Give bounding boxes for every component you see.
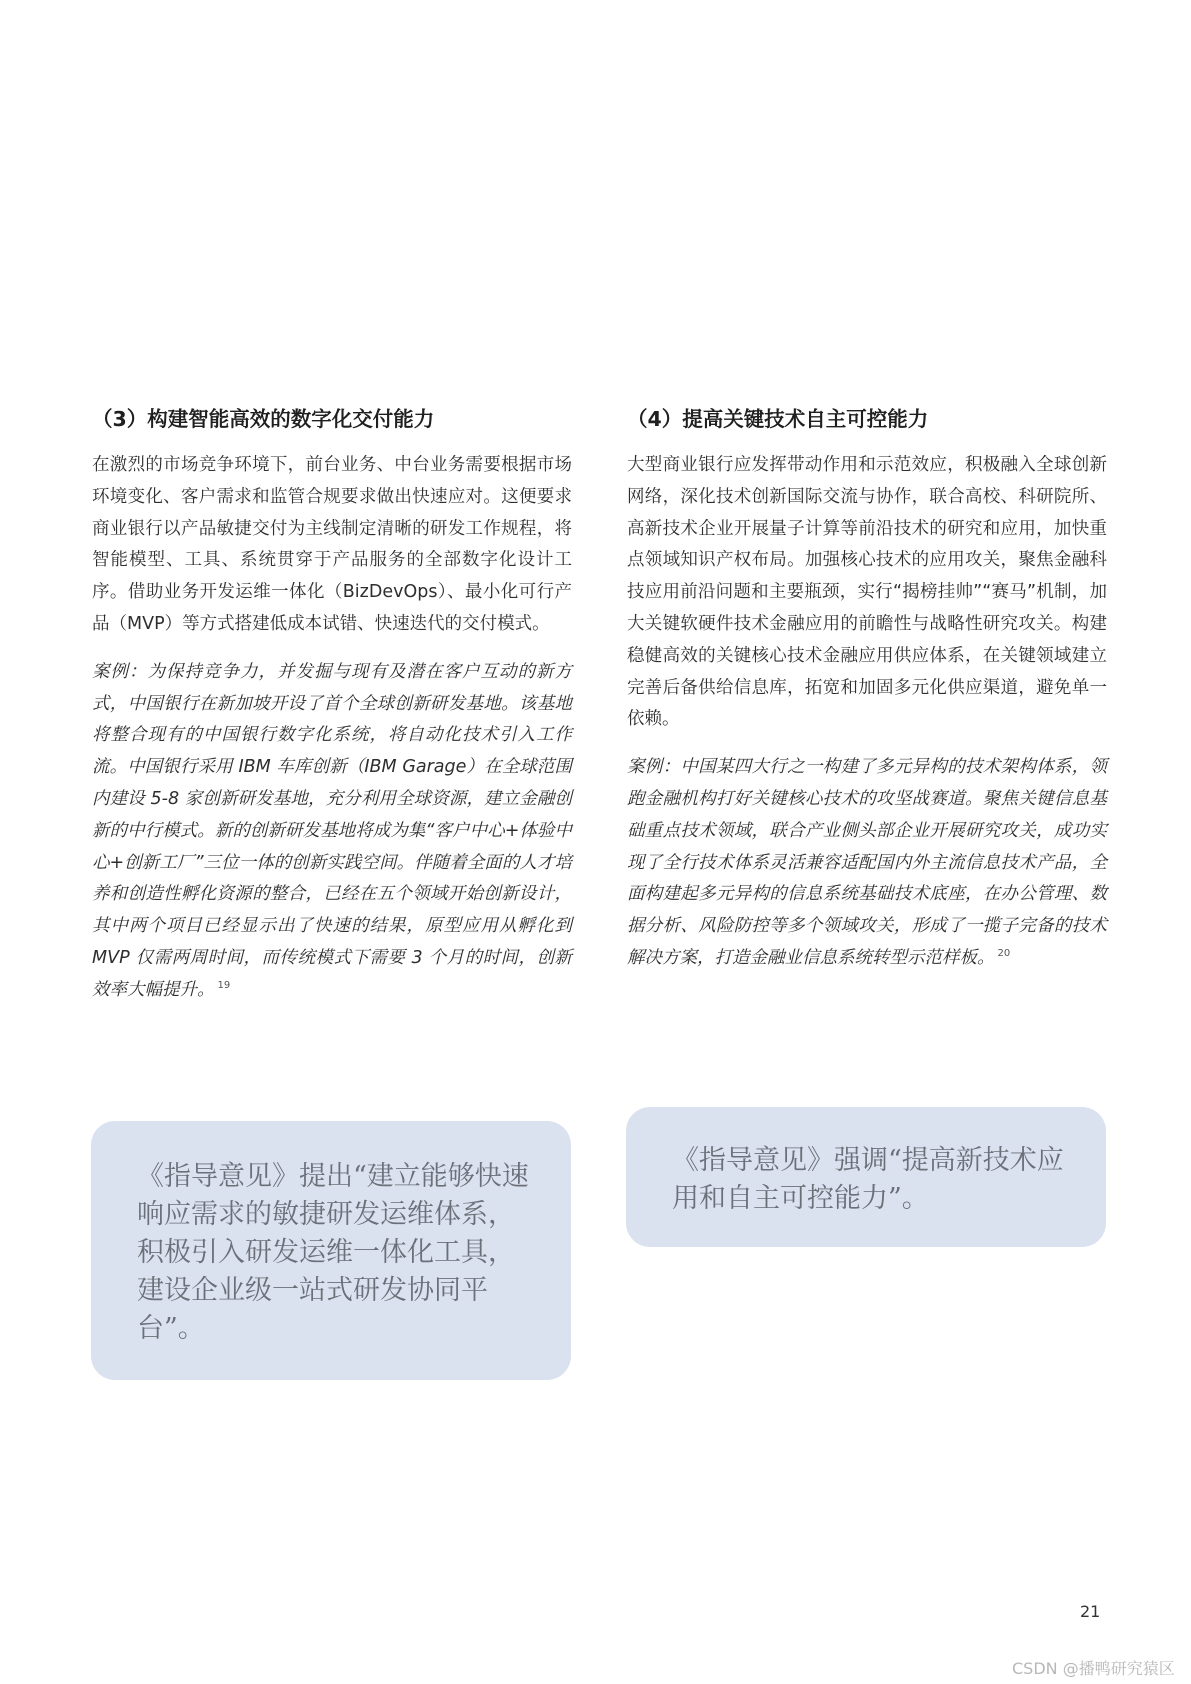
case-study-text: 案例：中国某四大行之一构建了多元异构的技术架构体系，领跑金融机构打好关键核心技术的攻坚战赛道。聚焦关键信息基础重点技术领域，联合产业侧头部企业开展研究攻关，成功实现了全行技术体系灵活兼容适配国内外主流信息技术产品，全面构建起多元异构的信息系统基础技术底座，在办公管理、数据分析、风险防控等多个领域攻关，形成了一揽子完备的技术解决方案，打造金融业信息系统转型示范样板。: [627, 757, 1107, 968]
section-body-4: 大型商业银行应发挥带动作用和示范效应，积极融入全球创新网络，深化技术创新国际交流与协作，联合高校、科研院所、高新技术企业开展量子计算等前沿技术的研究和应用，加快重点领域知识产权布局。加强核心技术的应用攻关，聚焦金融科技应用前沿问题和主要瓶颈，实行“揭榜挂帅”“赛马”机制，加大关键软硬件技术金融应用的前瞻性与战略性研究攻关。构建稳健高效的关键核心技术金融应用供应体系，在关键领域建立完善后备供给信息库，拓宽和加固多元化供应渠道，避免单一依赖。: [627, 455, 1107, 730]
left-column: [92, 404, 572, 1007]
section-body-3: 在激烈的市场竞争环境下，前台业务、中台业务需要根据市场环境变化、客户需求和监管合规要求做出快速应对。这便要求商业银行以产品敏捷交付为主线制定清晰的研发工作规程，将智能模型、工具、系统贯穿于产品服务的全部数字化设计工序。借助业务开发运维一体化（BizDevOps）、最小化可行产品（MVP）等方式搭建低成本试错、快速迭代的交付模式。: [92, 455, 572, 634]
footnote-ref-20[interactable]: 20: [997, 948, 1011, 960]
right-column: [627, 404, 1107, 975]
callout-quote-left: [91, 1121, 571, 1380]
case-study-text: 案例：为保持竞争力，并发掘与现有及潜在客户互动的新方式，中国银行在新加坡开设了首个全球创新研发基地。该基地将整合现有的中国银行数字化系统，将自动化技术引入工作流。中国银行采用 IBM 车库创新（IBM Garage）在全球范围内建设 5-8 家创新研发基地，充分利用全球资源，建立金融创新的中行模式。新的创新研发基地将成为集“客户中心+体验中心+创新工厂”三位一体的创新实践空间。伴随着全面的人才培养和创造性孵化资源的整合，已经在五个领域开始创新设计，其中两个项目已经显示出了快速的结果，原型应用从孵化到 MVP 仅需两周时间，而传统模式下需要 3 个月的时间，创新效率大幅提升。: [92, 661, 572, 1000]
section-heading-4: （4）提高关键技术自主可控能力: [627, 407, 929, 431]
callout-quote-text: 《指导意见》强调“提高新技术应用和自主可控能力”。: [672, 1145, 1064, 1214]
section-heading-3: （3）构建智能高效的数字化交付能力: [92, 407, 435, 431]
page-number: 21: [1080, 1602, 1101, 1621]
case-study-3: [92, 657, 572, 1007]
callout-quote-text: 《指导意见》提出“建立能够快速响应需求的敏捷研发运维体系，积极引入研发运维一体化工具，建设企业级一站式研发协同平台”。: [137, 1161, 529, 1344]
watermark: CSDN @播鸭研究猿区: [1012, 1659, 1175, 1678]
callout-quote-right: [626, 1107, 1106, 1247]
case-study-4: [627, 752, 1107, 975]
footnote-ref-19[interactable]: 19: [217, 979, 231, 991]
